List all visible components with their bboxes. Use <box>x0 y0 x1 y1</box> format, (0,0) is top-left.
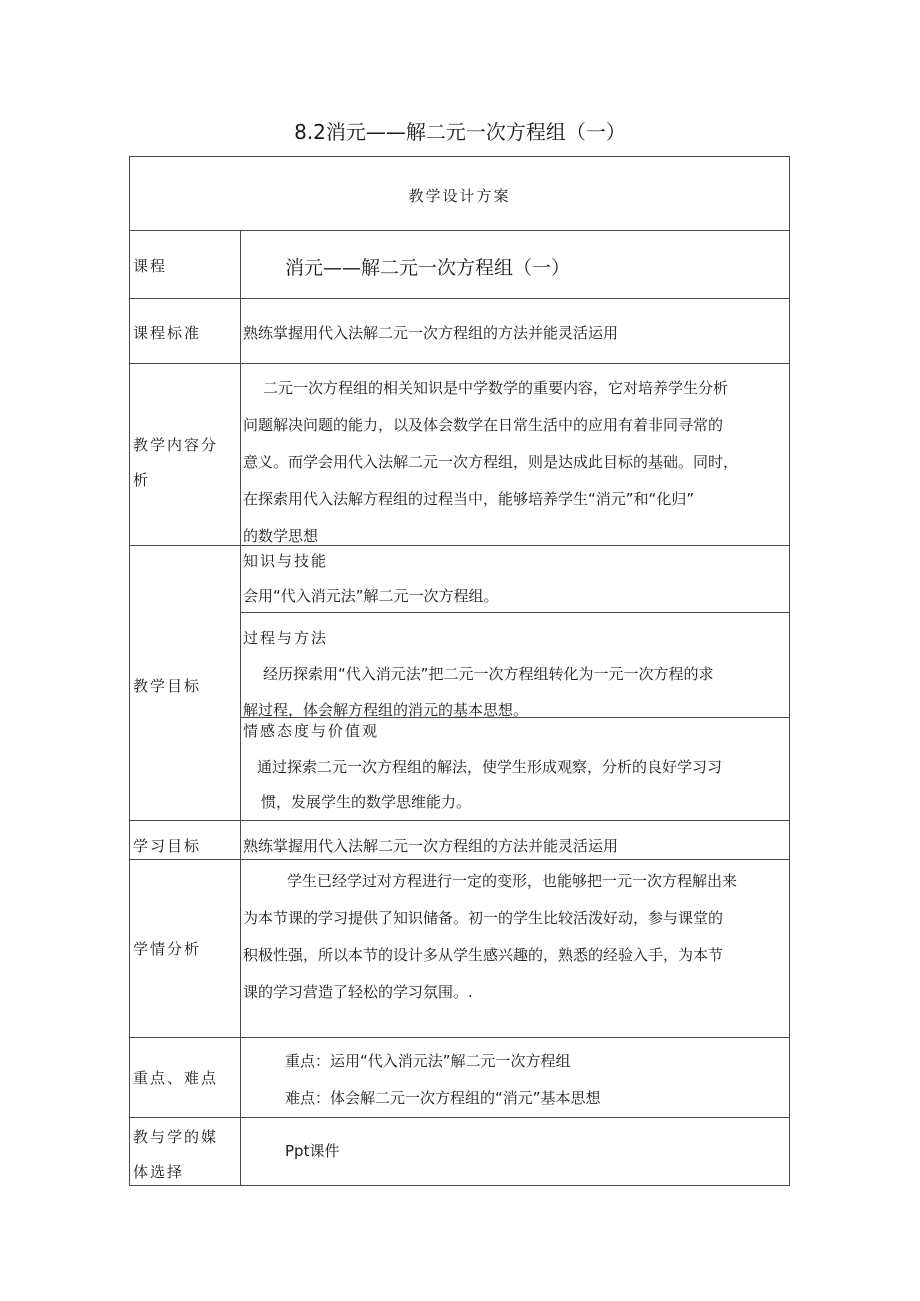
media-label-line2: 体选择 <box>133 1163 185 1181</box>
study-goal-label: 学习目标 <box>133 837 202 855</box>
content-line: 在探索用代入法解方程组的过程当中，能够培养学生“消元”和“化归” <box>243 490 695 508</box>
key-label: 重点、难点 <box>133 1069 219 1087</box>
table-column-divider <box>240 230 241 1186</box>
row-divider <box>129 1037 790 1038</box>
table-border-right <box>789 156 790 1186</box>
table-border-bottom <box>129 1185 790 1186</box>
key-point: 重点：运用“代入消元法”解二元一次方程组 <box>285 1052 571 1070</box>
table-border-top <box>129 156 790 157</box>
course-value: 消元——解二元一次方程组（一） <box>285 257 571 279</box>
content-label-line2: 析 <box>133 471 151 489</box>
document-title: 8.2消元——解二元一次方程组（一） <box>294 120 626 144</box>
content-line: 的数学思想 <box>243 527 319 545</box>
situation-line: 学生已经学过对方程进行一定的变形，也能够把一元一次方程解出来 <box>287 872 738 890</box>
standard-label: 课程标准 <box>133 324 202 342</box>
row-divider <box>129 859 790 860</box>
row-divider <box>129 230 790 231</box>
situation-label: 学情分析 <box>133 940 202 958</box>
situation-paragraph <box>243 863 789 1011</box>
content-line: 意义。而学会用代入法解二元一次方程组，则是达成此目标的基础。同时， <box>243 453 739 471</box>
content-line: 问题解决问题的能力，以及体会数学在日常生活中的应用有着非同寻常的 <box>243 416 724 434</box>
row-divider <box>129 298 790 299</box>
process-line1: 经历探索用“代入消元法”把二元一次方程组转化为一元一次方程的求 <box>263 665 714 683</box>
process-line2: 解过程，体会解方程组的消元的基本思想。 <box>243 701 529 719</box>
difficulty-point: 难点：体会解二元一次方程组的“消元”基本思想 <box>285 1089 601 1107</box>
row-divider <box>129 820 790 821</box>
knowledge-title: 知识与技能 <box>243 552 329 570</box>
emotion-line2: 惯，发展学生的数学思维能力。 <box>261 793 472 811</box>
course-label: 课程 <box>133 257 168 275</box>
knowledge-text: 会用“代入消元法”解二元一次方程组。 <box>243 587 499 605</box>
table-border-left <box>129 156 130 1186</box>
subrow-divider <box>240 612 790 613</box>
goals-label: 教学目标 <box>133 677 202 695</box>
situation-line: 为本节课的学习提供了知识储备。初一的学生比较活泼好动，参与课堂的 <box>243 909 724 927</box>
process-title: 过程与方法 <box>243 629 329 647</box>
table-header: 教学设计方案 <box>408 187 511 205</box>
media-value: Ppt课件 <box>285 1142 340 1160</box>
row-divider <box>129 363 790 364</box>
media-label-line1: 教与学的媒 <box>133 1128 219 1146</box>
situation-line: 课的学习营造了轻松的学习氛围。. <box>243 983 473 1001</box>
content-label-line1: 教学内容分 <box>133 436 219 454</box>
content-paragraph <box>243 370 789 555</box>
emotion-line1: 通过探索二元一次方程组的解法，使学生形成观察，分析的良好学习习 <box>257 758 723 776</box>
row-divider <box>129 1117 790 1118</box>
content-line: 二元一次方程组的相关知识是中学数学的重要内容，它对培养学生分析 <box>263 379 729 397</box>
standard-value: 熟练掌握用代入法解二元一次方程组的方法并能灵活运用 <box>243 324 619 342</box>
situation-line: 积极性强，所以本节的设计多从学生感兴趣的，熟悉的经验入手，为本节 <box>243 946 724 964</box>
study-goal-value: 熟练掌握用代入法解二元一次方程组的方法并能灵活运用 <box>243 837 619 855</box>
emotion-title: 情感态度与价值观 <box>243 722 380 740</box>
